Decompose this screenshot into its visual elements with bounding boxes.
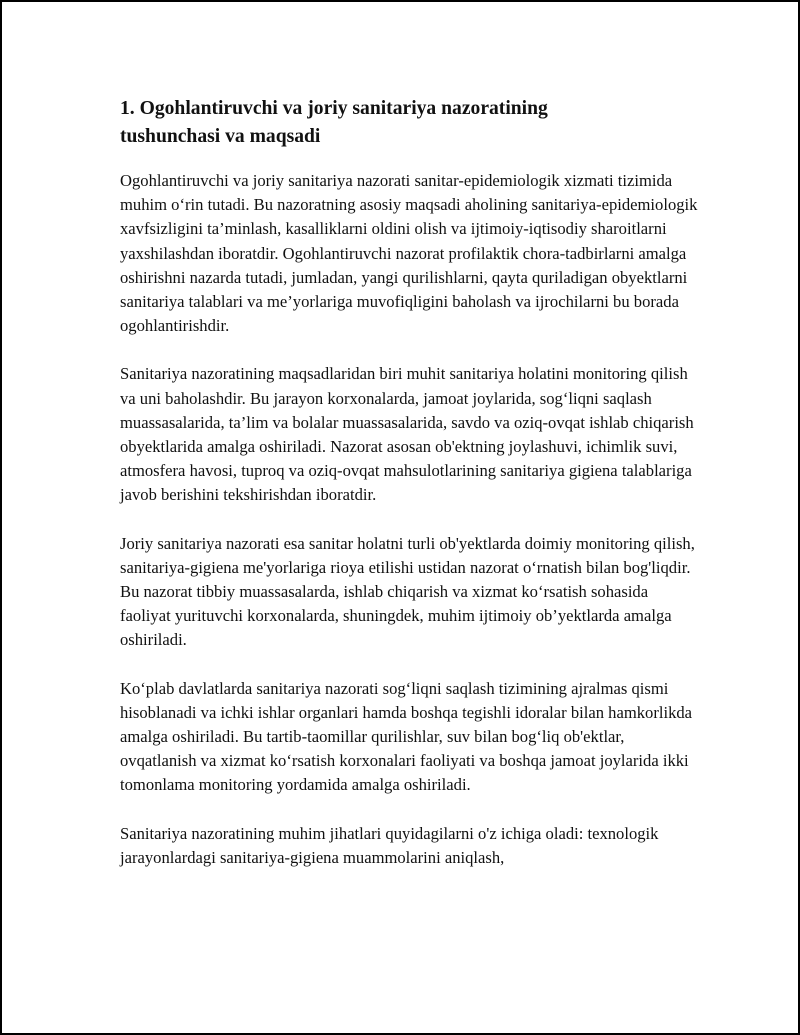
paragraph: Ogohlantiruvchi va joriy sanitariya nazorati sanitar-epidemiologik xizmati tizimida muhim o‘rin tutadi. Bu nazoratning asosiy maqsadi aholining sanitariya-epidemiologik xavfsizligini ta’minlash, kasalliklarni oldini olish va ijtimoiy-iqtisodiy sharoitlarni yaxshilashdan iboratdir. Ogohlantiruvchi nazorat profilaktik chora-tadbirlarni amalga oshirishni nazarda tutadi, jumladan, yangi qurilishlarni, qayta quriladigan obyektlarni sanitariya talablari va me’yorlariga muvofiqligini baholash va ijrochilarni bu borada ogohlantirishdir. — [120, 171, 698, 336]
paragraph: Sanitariya nazoratining maqsadlaridan biri muhit sanitariya holatini monitoring qilish va uni baholashdir. Bu jarayon korxonalarda, jamoat joylarida, sog‘liqni saqlash muassasalarida, ta’lim va bolalar muassasalarida, savdo va oziq-ovqat ishlab chiqarish obyektlarida amalga oshiriladi. Nazorat asosan ob'ektning joylashuvi, ichimlik suvi, atmosfera havosi, tuproq va oziq-ovqat mahsulotlarining sanitariya gigiena talablariga javob berishini tekshirishdan iboratdir. — [120, 364, 694, 505]
section-heading: 1. Ogohlantiruvchi va joriy sanitariya nazoratining tushunchasi va maqsadi — [120, 98, 548, 147]
paragraph: Joriy sanitariya nazorati esa sanitar holatni turli ob'yektlarda doimiy monitoring qilish, sanitariya-gigiena me'yorlariga rioya etilishi ustidan nazorat o‘rnatish bilan bog'liqdir. Bu nazorat tibbiy muassasalarda, ishlab chiqarish va xizmat ko‘rsatish sohasida faoliyat yurituvchi korxonalarda, shuningdek, muhim ijtimoiy ob’yektlarda amalga oshiriladi. — [120, 533, 695, 650]
paragraph: Sanitariya nazoratining muhim jihatlari quyidagilarni o'z ichiga oladi: texnologik jarayonlardagi sanitariya-gigiena muammolarini aniqlash, — [120, 823, 659, 867]
paragraph: Ko‘plab davlatlarda sanitariya nazorati sog‘liqni saqlash tizimining ajralmas qismi hisoblanadi va ichki ishlar organlari hamda boshqa tegishli idoralar bilan hamkorlikda amalga oshiriladi. Bu tartib-taomillar qurilishlar, suv bilan bog‘liq ob'ektlar, ovqatlanish va xizmat ko‘rsatish korxonalari faoliyati va boshqa jamoat joylarida ikki tomonlama monitoring yordamida amalga oshiriladi. — [120, 678, 693, 795]
document-body — [120, 95, 700, 894]
